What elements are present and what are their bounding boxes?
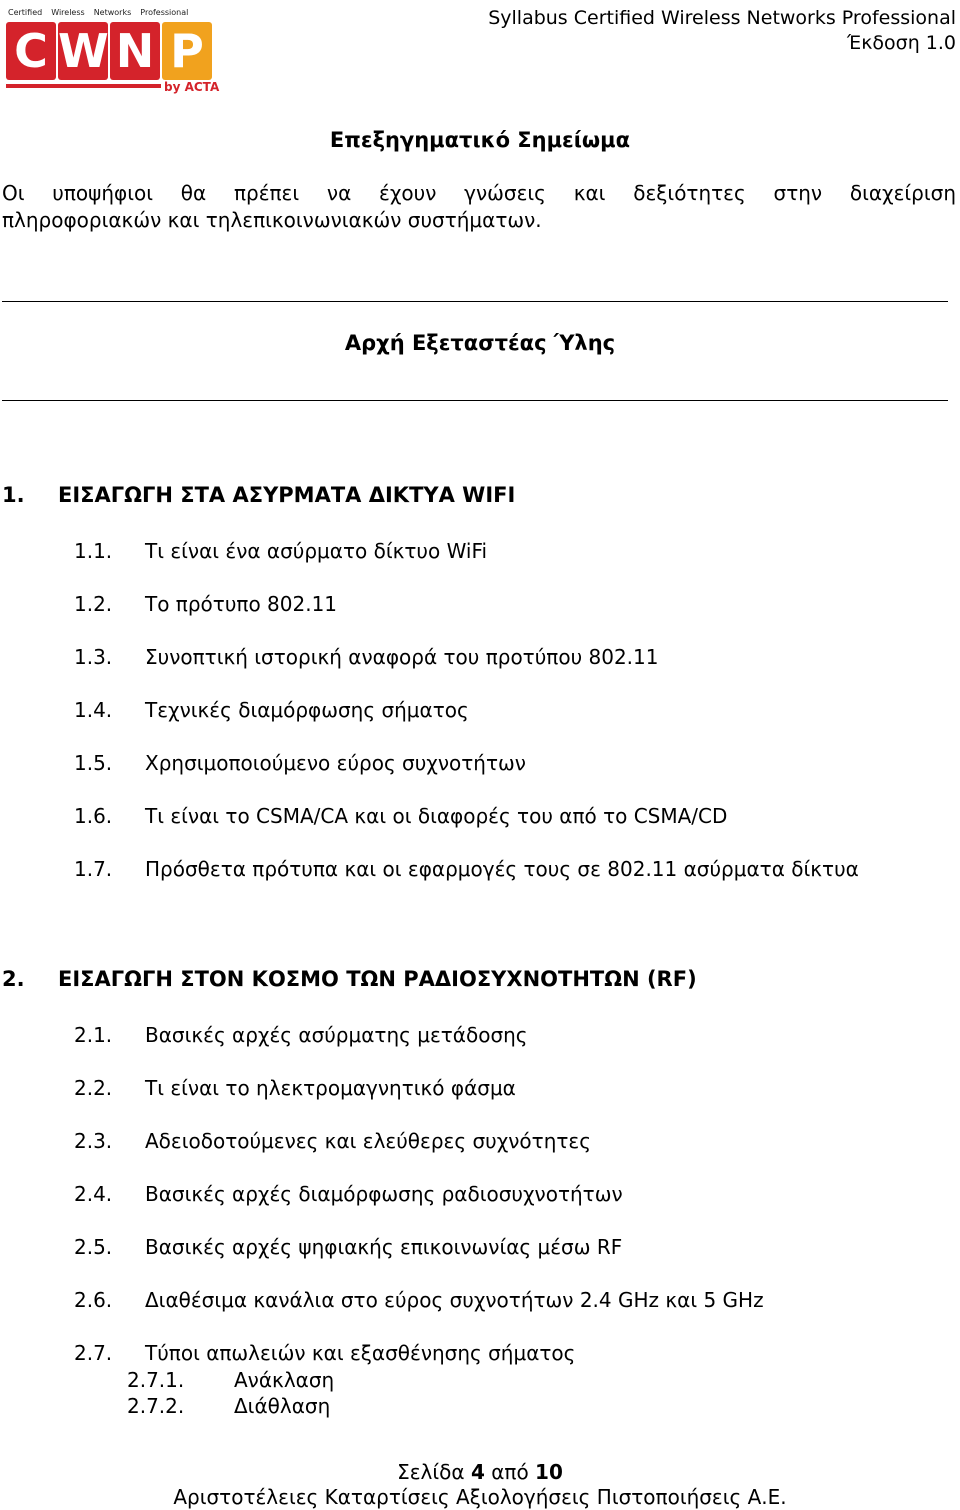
document-header	[488, 6, 956, 56]
sub-list-item: 2.7.2. Διάθλαση	[127, 1394, 331, 1418]
note-line-2: πληροφοριακών και τηλεπικοινωνιακών συστήματων.	[2, 208, 542, 232]
list-item: 2.3. Αδειοδοτούμενες και ελεύθερες συχνότητες	[74, 1129, 591, 1153]
list-item: 2.2. Τι είναι το ηλεκτρομαγνητικό φάσμα	[74, 1076, 516, 1100]
scope-title: Αρχή Εξεταστέας Ύλης	[344, 331, 616, 355]
logo-top-words: Certified Wireless Networks Professional	[8, 8, 189, 17]
logo-letters	[6, 22, 212, 80]
chapter-title: ΕΙΣΑΓΩΓΗ ΣΤΑ ΑΣΥΡΜΑΤΑ ΔΙΚΤΥΑ WIFI	[58, 483, 516, 507]
logo-letter-c: C	[6, 22, 56, 80]
list-item: 1.3. Συνοπτική ιστορική αναφορά του προτύπου 802.11	[74, 645, 659, 669]
list-item: 1.2. Το πρότυπο 802.11	[74, 592, 338, 616]
list-item: 1.6. Τι είναι το CSMA/CA και οι διαφορές του από το CSMA/CD	[74, 804, 728, 828]
chapter-number: 2.	[2, 967, 25, 991]
chapter-number: 1.	[2, 483, 25, 507]
note-line-1: Οι υποψήφιοι θα πρέπει να έχουν γνώσεις και δεξιότητες στην διαχείριση	[2, 181, 956, 205]
list-item: 2.5. Βασικές αρχές ψηφιακής επικοινωνίας μέσω RF	[74, 1235, 623, 1259]
logo-letter-p: P	[162, 22, 212, 80]
list-item: 2.6. Διαθέσιμα κανάλια στο εύρος συχνοτήτων 2.4 GHz και 5 GHz	[74, 1288, 764, 1312]
divider-bottom	[2, 400, 948, 401]
list-item: 1.5. Χρησιμοποιούμενο εύρος συχνοτήτων	[74, 751, 526, 775]
list-item: 1.7. Πρόσθετα πρότυπα και οι εφαρμογές τους σε 802.11 ασύρματα δίκτυα	[74, 857, 859, 881]
list-item: 1.4. Τεχνικές διαμόρφωσης σήματος	[74, 698, 469, 722]
cwnp-logo	[6, 8, 220, 96]
note-title: Επεξηγηματικό Σημείωμα	[329, 128, 631, 152]
header-syllabus-title: Syllabus Certified Wireless Networks Professional	[488, 7, 956, 29]
logo-letter-n: N	[110, 22, 160, 80]
chapter-heading	[2, 482, 515, 508]
chapter-heading	[2, 966, 697, 992]
chapter-title: ΕΙΣΑΓΩΓΗ ΣΤΟΝ ΚΟΣΜΟ ΤΩΝ ΡΑΔΙΟΣΥΧΝΟΤΗΤΩΝ (RF)	[58, 967, 697, 991]
logo-underline	[6, 84, 161, 88]
page-number: Σελίδα 4 από 10	[397, 1460, 563, 1484]
logo-letter-w: W	[58, 24, 109, 78]
note-text	[2, 180, 956, 234]
divider-top	[2, 301, 948, 302]
list-item: 1.1. Τι είναι ένα ασύρματο δίκτυο WiFi	[74, 539, 488, 563]
logo-by-acta: by ACTA	[164, 80, 220, 94]
footer-organization: Αριστοτέλειες Καταρτίσεις Αξιολογήσεις Πιστοποιήσεις Α.Ε.	[173, 1485, 787, 1509]
list-item: 2.7. Τύποι απωλειών και εξασθένησης σήματος	[74, 1341, 576, 1365]
list-item: 2.4. Βασικές αρχές διαμόρφωσης ραδιοσυχνοτήτων	[74, 1182, 623, 1206]
header-version: Έκδοση 1.0	[847, 32, 956, 54]
list-item: 2.1. Βασικές αρχές ασύρματης μετάδοσης	[74, 1023, 528, 1047]
sub-list-item: 2.7.1. Ανάκλαση	[127, 1368, 335, 1392]
